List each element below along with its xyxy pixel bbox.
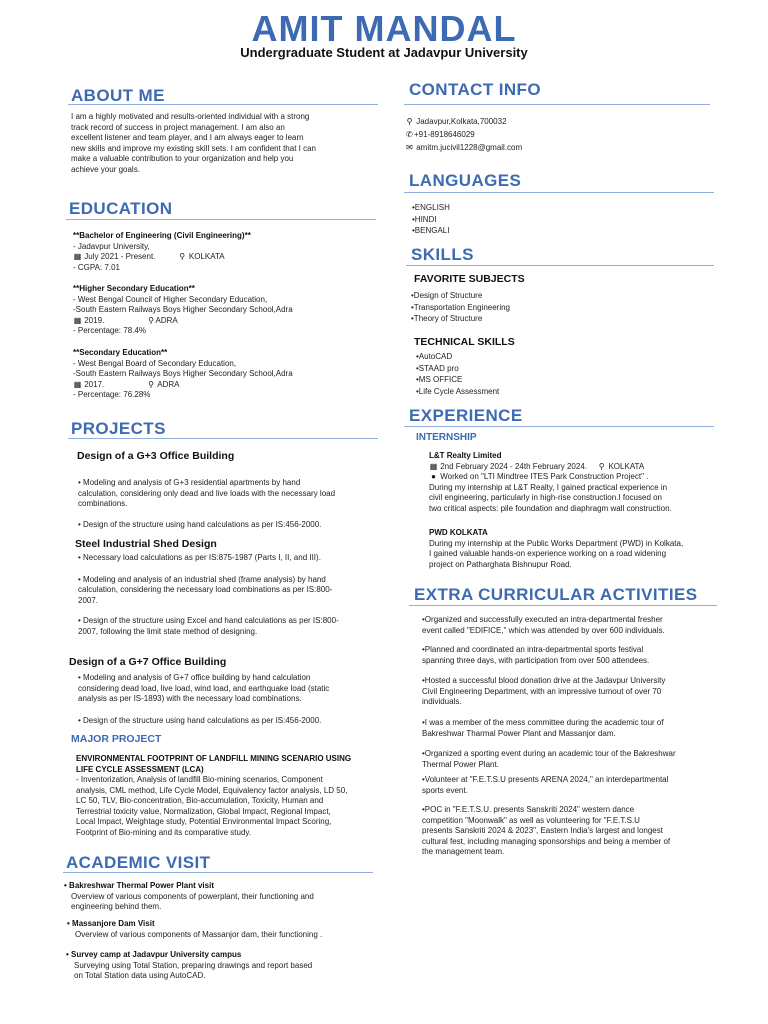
extra-activity-6: •Volunteer at "F.E.T.S.U presents ARENA 2024," an interdepartmental sports event.	[422, 775, 669, 795]
favorite-subjects-heading: FAVORITE SUBJECTS	[414, 273, 525, 285]
skills-heading: SKILLS	[411, 245, 474, 264]
contact-rule	[404, 104, 710, 105]
project-2-title: Steel Industrial Shed Design	[75, 538, 217, 550]
extra-activity-7: •POC in "F.E.T.S.U. presents Sanskriti 2024" western dance competition "Moonwalk" as well as volunteering for "F.E.T.S.U presents Sanskriti 2024 & 2023", Eastern India's largest and longest cultural fest, including managing sponsorships and being a member of the management team.	[422, 805, 671, 856]
calendar-icon: ▦	[73, 252, 82, 261]
experience-job-2: PWD KOLKATA During my internship at the Public Works Department (PWD) in Kolkata, I gained valuable hands-on experience working on a road widening project on Patharghata Bishnupur Road.	[429, 528, 684, 569]
experience-heading: EXPERIENCE	[409, 406, 523, 425]
phone-icon: ✆	[406, 130, 413, 139]
favorite-subjects-list: •Design of Structure •Transportation Engineering •Theory of Structure	[411, 291, 511, 323]
experience-job-1: L&T Realty Limited ▦ 2nd February 2024 - 24th February 2024. ⚲ KOLKATA ● Worked on "LTI Mindtree ITES Park Construction Project" . During my internship at L&T Realty, I gained practical experience in civil engineering, particularly in high-rise construction.I focused on two critical aspects: pile foundation and diaphragm wall construction.	[429, 451, 672, 513]
projects-rule	[68, 438, 378, 439]
project-3-body: • Modeling and analysis of G+7 office building by hand calculation considering dead load, live load, wind load, and earthquake load (static analysis as per IS-1893) with the necessary load combinations. • Design of the structure using hand calculations as per IS:456-2000.	[78, 673, 330, 725]
extra-activity-4: •I was a member of the mess committee during the academic tour of Bakreshwar Tharmal Power Plant and Massanjor dam.	[422, 718, 664, 738]
name-title: AMIT MANDAL	[251, 8, 517, 49]
education-degree-1: **Bachelor of Engineering (Civil Engineering)** - Jadavpur University, ▦ July 2021 - Present. ⚲ KOLKATA - CGPA: 7.01	[73, 231, 251, 272]
education-degree-2: **Higher Secondary Education** - West Bengal Council of Higher Secondary Education, -South Eastern Railways Boys Higher Secondary School,Adra ▦ 2019. ⚲ ADRA - Percentage: 78.4%	[73, 284, 293, 335]
major-project-heading: MAJOR PROJECT	[71, 733, 162, 745]
about-heading: ABOUT ME	[71, 86, 165, 105]
education-heading: EDUCATION	[69, 199, 173, 218]
experience-rule	[404, 426, 714, 427]
languages-rule	[404, 192, 714, 193]
location-icon: ⚲	[179, 252, 186, 261]
project-2-body: • Necessary load calculations as per IS:875-1987 (Parts I, II, and III). • Modeling and analysis of an industrial shed (frame analysis) by hand calculation, considering the necessary load combinations as per IS:800- 2007. • Design of the structure using Excel and hand calculations as per IS:800- 2007, following the limit state method of designing.	[78, 553, 339, 636]
calendar-icon: ▦	[73, 379, 82, 389]
education-degree-3: **Secondary Education** - West Bengal Board of Secondary Education, -South Eastern Railways Boys Higher Secondary School,Adra ▦ 2017. ⚲ ADRA - Percentage: 76.28%	[73, 348, 293, 399]
academic-visit-heading: ACADEMIC VISIT	[66, 853, 211, 872]
subtitle: Undergraduate Student at Jadavpur University	[240, 45, 528, 60]
extra-curricular-heading: EXTRA CURRICULAR ACTIVITIES	[414, 585, 698, 604]
contact-heading: CONTACT INFO	[409, 80, 541, 99]
visit-2: • Massanjore Dam Visit Overview of various components of Massanjor dam, their functioning .	[67, 919, 323, 939]
location-icon: ⚲	[598, 461, 605, 471]
internship-heading: INTERNSHIP	[416, 432, 477, 443]
academic-visit-rule	[63, 872, 373, 873]
contact-phone: +91-8918646029	[414, 130, 475, 139]
extra-activity-2: •Planned and coordinated an intra-departmental sports festival spanning three days, with participation from over 500 attendees.	[422, 645, 650, 665]
contact-address: Jadavpur,Kolkata,700032	[416, 117, 507, 126]
projects-heading: PROJECTS	[71, 419, 166, 438]
location-icon: ⚲	[148, 315, 154, 325]
bullet-icon: ●	[431, 472, 436, 481]
skills-rule	[406, 265, 714, 266]
calendar-icon: ▦	[429, 461, 438, 471]
languages-list: •ENGLISH •HINDI •BENGALI	[412, 203, 450, 235]
technical-skills-heading: TECHNICAL SKILLS	[414, 336, 515, 348]
project-3-title: Design of a G+7 Office Building	[69, 656, 227, 668]
extra-activity-1: •Organized and successfully executed an intra-departmental fresher event called "EDIFICE," which was attended by over 600 individuals.	[422, 615, 665, 635]
email-icon: ✉	[406, 143, 413, 152]
location-icon: ⚲	[406, 117, 413, 126]
project-1-body: • Modeling and analysis of G+3 residential apartments by hand calculation, considering only dead and live loads with the necessary load combinations. • Design of the structure using hand calculations as per IS:456-2000.	[78, 478, 336, 529]
calendar-icon: ▦	[73, 315, 82, 325]
technical-skills-list: •AutoCAD •STAAD pro •MS OFFICE •Life Cycle Assessment	[416, 352, 500, 396]
extra-activity-3: •Hosted a successful blood donation drive at the Jadavpur University Civil Engineering Department, with an impressive turnout of over 70 individuals.	[422, 676, 666, 706]
contact-email[interactable]: amitm.jucivil1228@gmail.com	[416, 143, 523, 152]
extra-activity-5: •Organized a sporting event during an academic tour of the Bakreshwar Thermal Power Plant.	[422, 749, 676, 769]
project-1-title: Design of a G+3 Office Building	[77, 450, 235, 462]
about-rule	[68, 104, 378, 105]
major-project-body: ENVIRONMENTAL FOOTPRINT OF LANDFILL MINING SCENARIO USING LIFE CYCLE ASSESSMENT (LCA) - Inventorization, Analysis of landfill Bio-mining scenarios, Component analysis, CML method, Life Cycle Model, Equivalency factor analysis, LD 50, LC 50, TLV, Bio-concentration, Bio-accumulation, Toxicity, Human and Terrestrial toxicity value, Normalization, Global Impact, Regional Impact, Local Impact, Weightage study, Potential Environmental Impact Scoring, Footprint of Bio-mining and its comparative study.	[76, 754, 352, 837]
visit-1: • Bakreshwar Thermal Power Plant visit Overview of various components of powerplant, their functioning and engineering behind them.	[64, 881, 314, 911]
about-text: I am a highly motivated and results-oriented individual with a strong track record of success in project management. I am also an excellent listener and team player, and I am always eager to learn new skills and improve my existing skill sets. I am confident that I can make a valuable contribution to your organization and help you achieve your goals.	[71, 112, 316, 174]
languages-heading: LANGUAGES	[409, 171, 522, 190]
location-icon: ⚲	[148, 379, 154, 389]
extra-curricular-rule	[409, 605, 717, 606]
visit-3: • Survey camp at Jadavpur University campus Surveying using Total Station, preparing drawings and report based on Total Station data using AutoCAD.	[66, 950, 313, 980]
contact-list	[405, 115, 705, 154]
education-rule	[66, 219, 376, 220]
